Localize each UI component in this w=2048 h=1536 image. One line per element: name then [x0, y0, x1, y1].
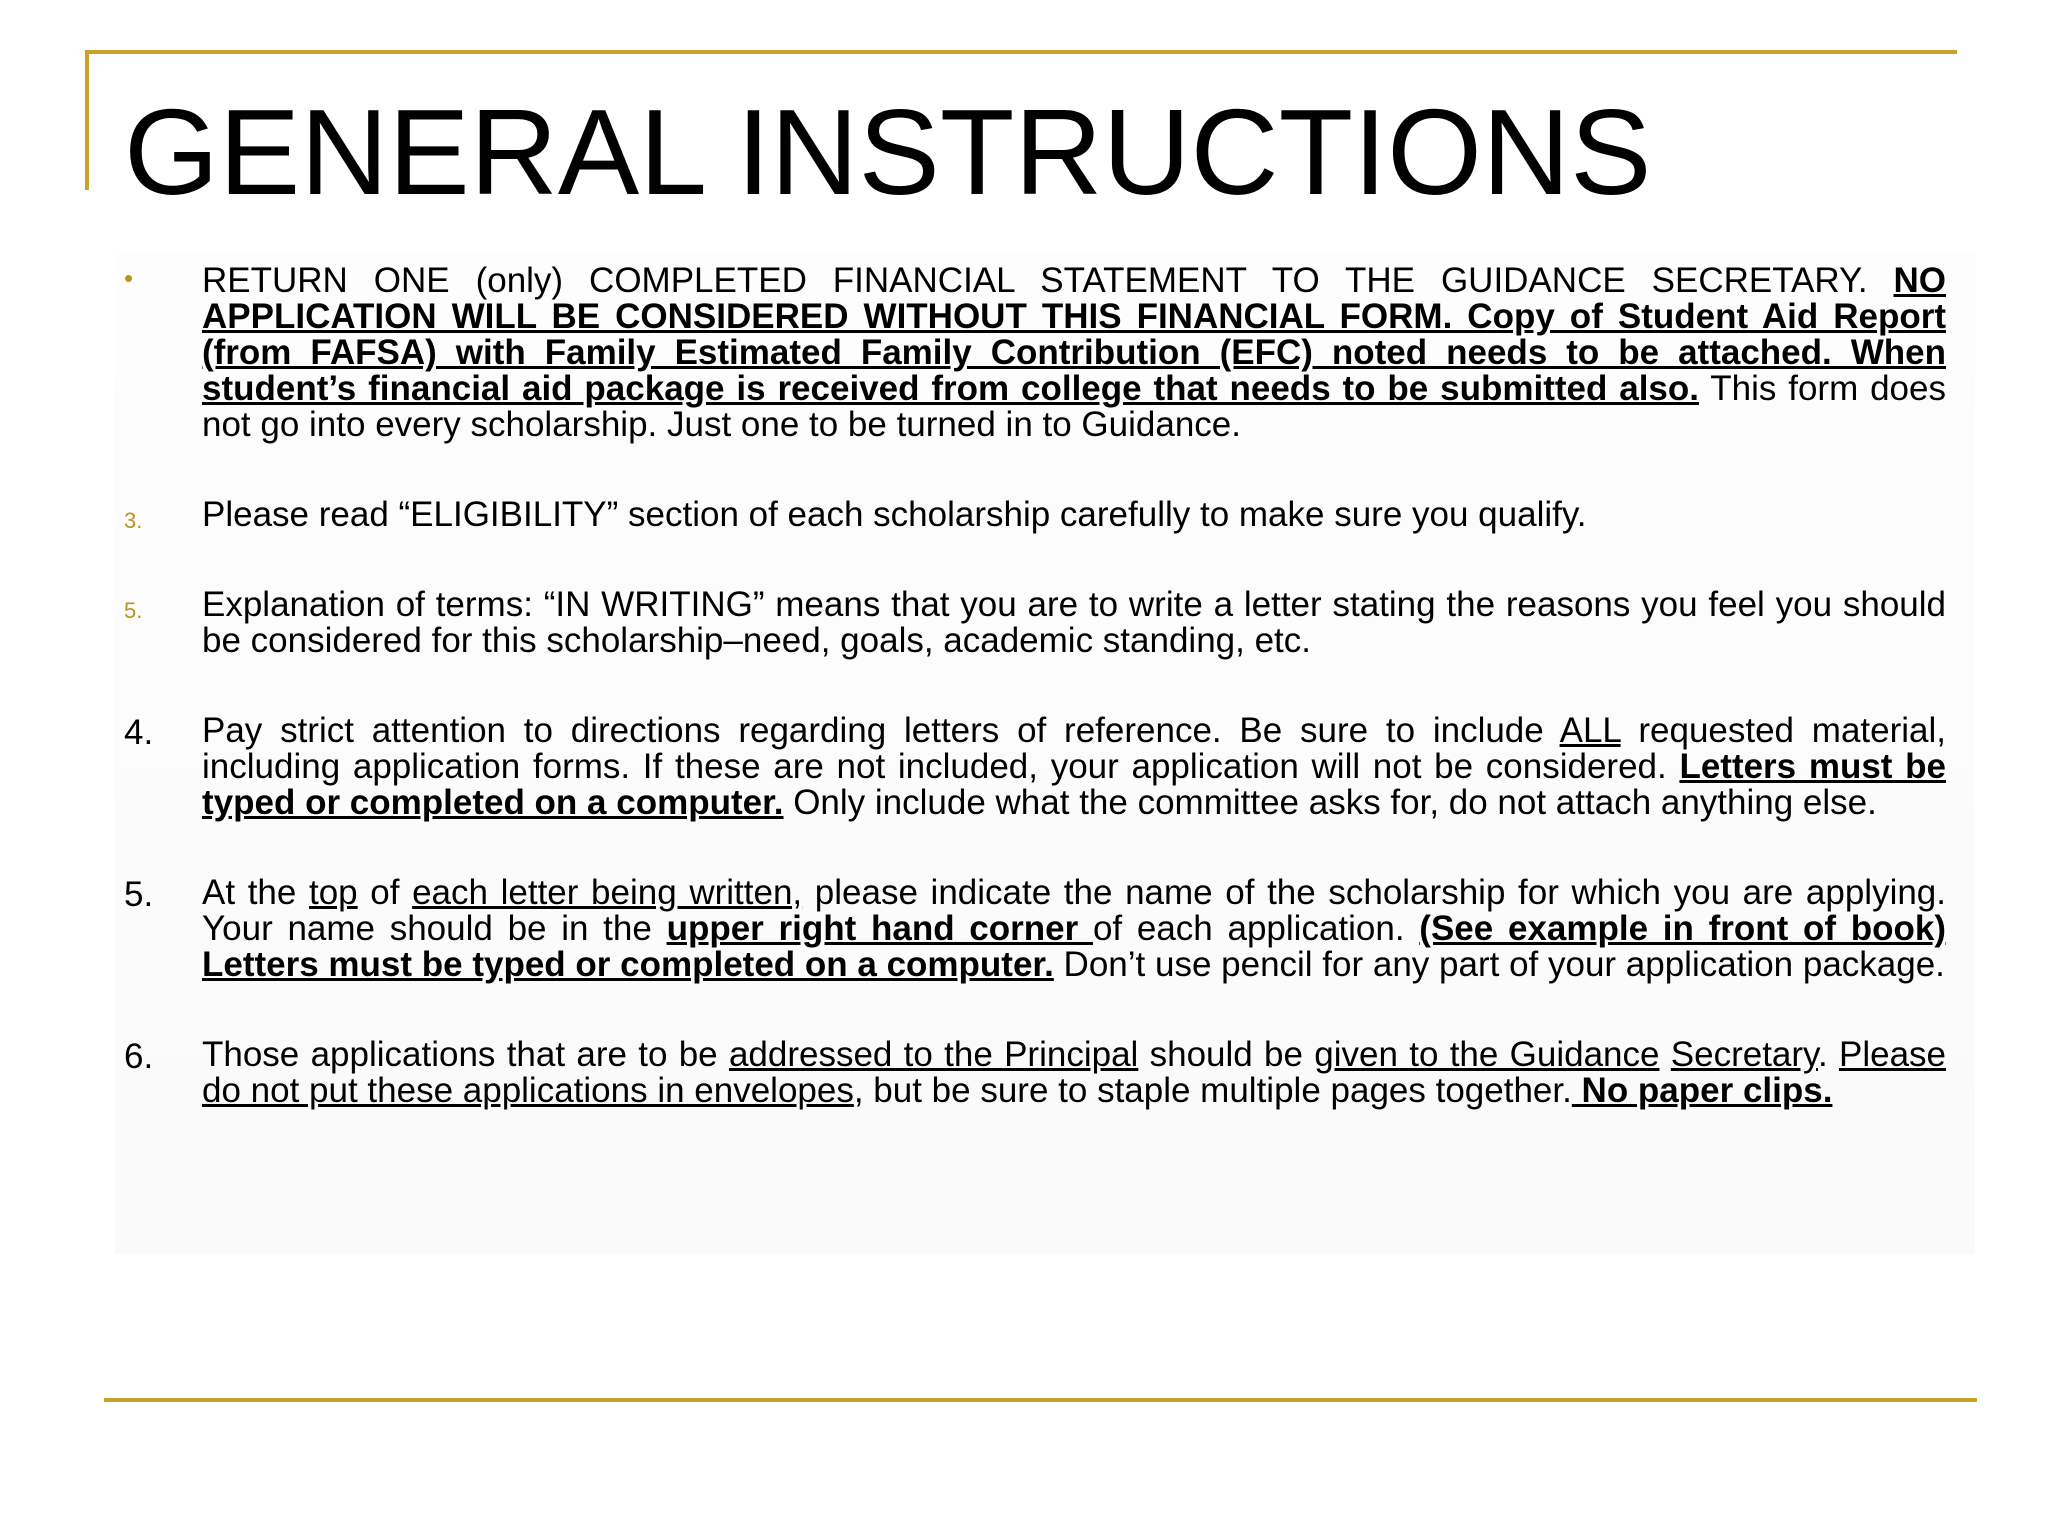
instruction-item-2	[0, 497, 2048, 533]
instruction-text: Pay strict attention to directions regarding letters of reference. Be sure to include ALL requested material, including application forms. If these are not included, your application will not be considered. Letters must be typed or completed on a computer. Only include what the committee asks for, do not attach anything else.	[202, 711, 1947, 822]
instruction-item-5	[0, 875, 2048, 983]
instruction-text: Please read “ELIGIBILITY” section of each scholarship carefully to make sure you qualify.	[202, 495, 1587, 534]
instruction-list	[0, 263, 2048, 1109]
instruction-text: Explanation of terms: “IN WRITING” means that you are to write a letter stating the reasons you feel you should be considered for this scholarship–need, goals, academic standing, etc.	[202, 585, 1946, 660]
slide-title: GENERAL INSTRUCTIONS	[124, 84, 1652, 220]
instruction-text: At the top of each letter being written, please indicate the name of the scholarship for which you are applying. Your name should be in the upper right hand corner of each application. (See example in front of book) Letters must be typed or completed on a computer. Don’t use pencil for any part of your application package.	[202, 873, 1947, 984]
instruction-item-3	[0, 587, 2048, 659]
top-rule	[85, 50, 1957, 54]
bottom-rule	[104, 1398, 1977, 1402]
number-marker: 6.	[124, 1037, 154, 1076]
instruction-text: Those applications that are to be addressed to the Principal should be given to the Guidance Secretary. Please do not put these applications in envelopes, but be sure to staple multiple pages together. No paper clips.	[202, 1035, 1947, 1110]
bullet-marker: •	[124, 263, 134, 293]
left-rule	[85, 50, 89, 190]
number-marker: 4.	[124, 713, 154, 752]
instruction-item-4	[0, 713, 2048, 821]
instruction-item-1	[0, 263, 2048, 443]
instruction-item-6	[0, 1037, 2048, 1109]
instruction-text: RETURN ONE (only) COMPLETED FINANCIAL STATEMENT TO THE GUIDANCE SECRETARY. NO APPLICATION WILL BE CONSIDERED WITHOUT THIS FINANCIAL FORM. Copy of Student Aid Report (from FAFSA) with Family Estimated Family Contribution (EFC) noted needs to be attached. When student’s financial aid package is received from college that needs to be submitted also. This form does not go into every scholarship. Just one to be turned in to Guidance.	[202, 261, 1946, 444]
number-marker: 3.	[124, 508, 143, 533]
number-marker: 5.	[124, 875, 154, 914]
number-marker: 5.	[124, 598, 143, 623]
